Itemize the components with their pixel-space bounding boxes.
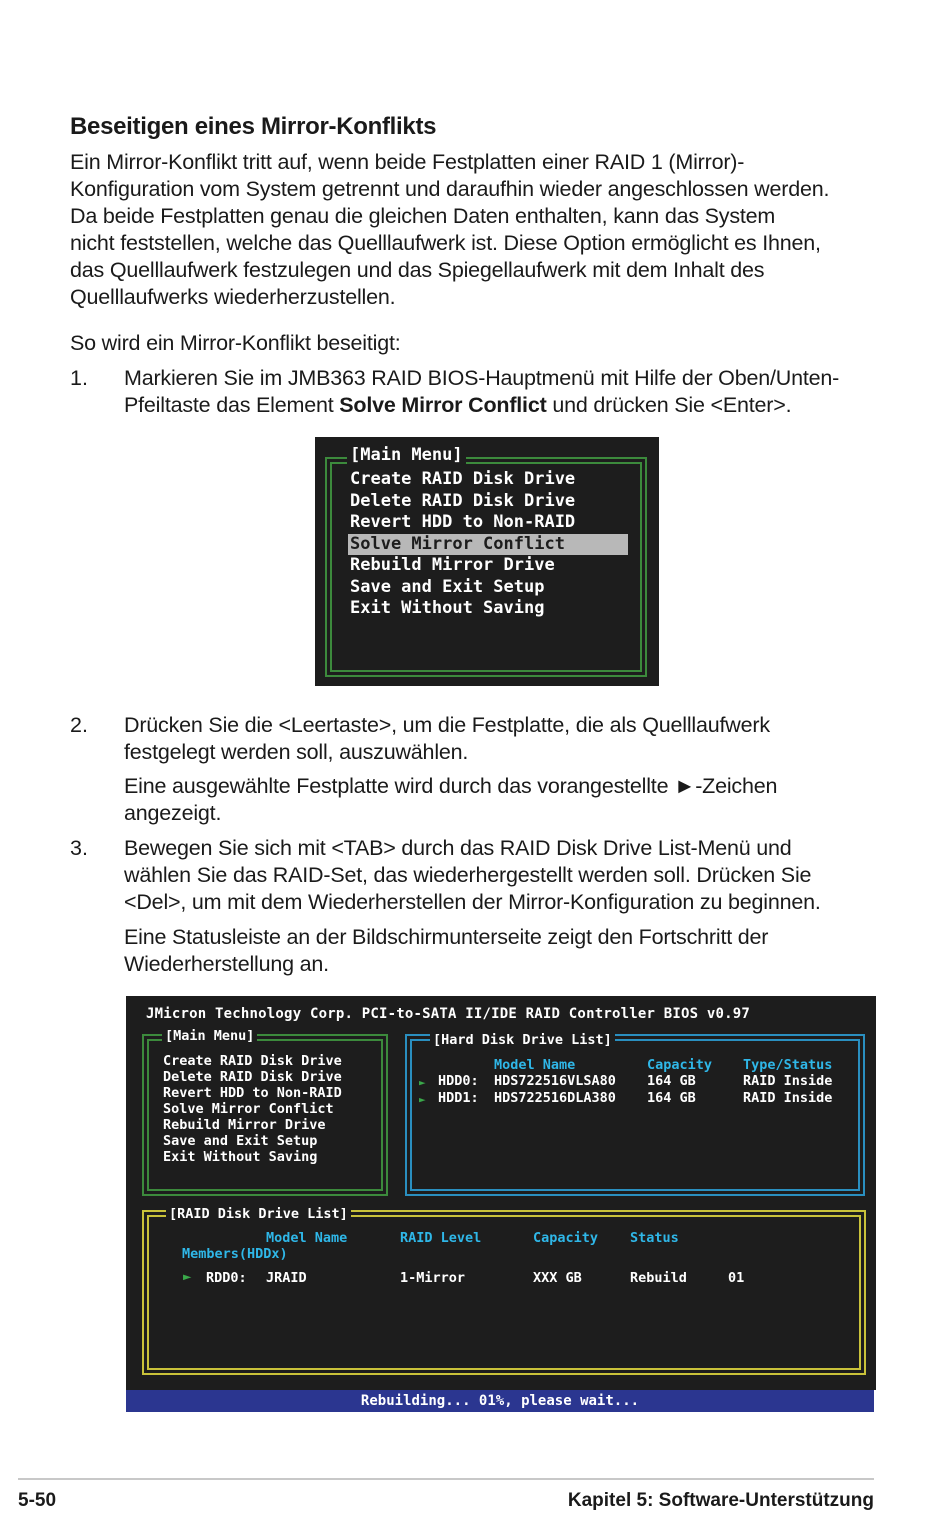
step-number: 1. xyxy=(70,366,88,390)
panel-title: [RAID Disk Drive List] xyxy=(166,1206,351,1222)
disk-status: RAID Inside xyxy=(743,1073,833,1089)
intro-line: Konfiguration vom System getrennt und daraufhin wieder angeschlossen werden. xyxy=(70,177,830,201)
bios-rebuild-screenshot xyxy=(126,996,876,1390)
footer-divider xyxy=(18,1478,874,1480)
intro-line: Quelllaufwerks wiederherzustellen. xyxy=(70,285,396,309)
raid-status: Rebuild xyxy=(630,1270,687,1286)
step-1-text xyxy=(124,365,904,419)
raid-capacity: XXX GB xyxy=(533,1270,582,1286)
step-line xyxy=(124,773,904,800)
status-bar: Rebuilding... 01%, please wait... xyxy=(126,1390,874,1412)
selected-arrow-icon: ► xyxy=(183,1269,192,1285)
disk-model: HDS722516VLSA80 xyxy=(494,1073,616,1089)
raid-level: 1-Mirror xyxy=(400,1270,466,1286)
column-header: Model Name xyxy=(494,1057,576,1073)
step-line: angezeigt. xyxy=(124,801,222,825)
disk-capacity: 164 GB xyxy=(647,1073,696,1089)
menu-item[interactable]: Save and Exit Setup xyxy=(163,1133,318,1149)
bios-header: JMicron Technology Corp. PCI-to-SATA II/IDE RAID Controller BIOS v0.97 xyxy=(146,1006,751,1022)
disk-id[interactable]: HDD0: xyxy=(438,1073,479,1089)
disk-capacity: 164 GB xyxy=(647,1090,696,1106)
frame-border xyxy=(147,1215,861,1370)
disk-model: HDS722516DLA380 xyxy=(494,1090,616,1106)
intro-paragraph xyxy=(70,149,890,311)
menu-item-selected[interactable]: Solve Mirror Conflict xyxy=(348,534,628,555)
intro-line: Ein Mirror-Konflikt tritt auf, wenn beide Festplatten einer RAID 1 (Mirror)- xyxy=(70,150,745,174)
column-header: RAID Level xyxy=(400,1230,482,1246)
arrow-marker-icon: ► xyxy=(674,774,696,798)
menu-item[interactable]: Rebuild Mirror Drive xyxy=(350,555,555,575)
step-line xyxy=(124,392,904,419)
step-line: festgelegt werden soll, auszuwählen. xyxy=(124,740,469,764)
column-header: Status xyxy=(630,1230,679,1246)
step-text: Pfeiltaste das Element xyxy=(124,393,340,417)
intro-line: nicht feststellen, welche das Quelllaufwerk ist. Diese Option ermöglicht es Ihnen, xyxy=(70,231,821,255)
step-line: Wiederherstellung an. xyxy=(124,952,329,976)
step-text: -Zeichen xyxy=(695,774,778,798)
step-text: und drücken Sie <Enter>. xyxy=(546,393,792,417)
step-line: <Del>, um mit dem Wiederherstellen der Mirror-Konfiguration zu beginnen. xyxy=(124,890,821,914)
menu-item[interactable]: Save and Exit Setup xyxy=(350,577,545,597)
raid-members: 01 xyxy=(728,1270,745,1286)
step-2-note xyxy=(124,773,904,827)
step-line: Drücken Sie die <Leertaste>, um die Festplatte, die als Quelllaufwerk xyxy=(124,713,770,737)
menu-item[interactable]: Delete RAID Disk Drive xyxy=(163,1069,342,1085)
menu-title: [Main Menu] xyxy=(347,445,466,465)
step-number: 3. xyxy=(70,836,88,860)
menu-item[interactable]: Exit Without Saving xyxy=(350,598,545,618)
step-line: Markieren Sie im JMB363 RAID BIOS-Hauptmenü mit Hilfe der Oben/Unten- xyxy=(124,366,840,390)
panel-title: [Hard Disk Drive List] xyxy=(430,1032,615,1048)
column-header: Capacity xyxy=(647,1057,713,1073)
intro-line: das Quelllaufwerk festzulegen und das Spiegellaufwerk mit dem Inhalt des xyxy=(70,258,765,282)
column-header: Model Name xyxy=(266,1230,348,1246)
lead-text: So wird ein Mirror-Konflikt beseitigt: xyxy=(70,331,401,355)
menu-item[interactable]: Rebuild Mirror Drive xyxy=(163,1117,326,1133)
intro-line: Da beide Festplatten genau die gleichen Daten enthalten, kann das System xyxy=(70,204,776,228)
disk-status: RAID Inside xyxy=(743,1090,833,1106)
step-line: Eine Statusleiste an der Bildschirmunterseite zeigt den Fortschritt der xyxy=(124,925,769,949)
disk-id[interactable]: HDD1: xyxy=(438,1090,479,1106)
section-heading: Beseitigen eines Mirror-Konflikts xyxy=(70,113,437,140)
menu-item[interactable]: Create RAID Disk Drive xyxy=(350,469,576,489)
menu-item[interactable]: Create RAID Disk Drive xyxy=(163,1053,342,1069)
step-2-text xyxy=(124,712,904,766)
selected-arrow-icon: ► xyxy=(419,1093,426,1106)
raid-id[interactable]: RDD0: xyxy=(206,1270,247,1286)
selected-arrow-icon: ► xyxy=(419,1076,426,1089)
panel-title: [Main Menu] xyxy=(162,1028,257,1044)
step-3-note xyxy=(124,924,904,978)
raid-model: JRAID xyxy=(266,1270,307,1286)
bios-main-menu-screenshot xyxy=(315,437,659,686)
column-header: Members(HDDx) xyxy=(182,1246,288,1262)
menu-item[interactable]: Revert HDD to Non-RAID xyxy=(350,512,576,532)
page-number: 5-50 xyxy=(18,1490,57,1511)
column-header: Capacity xyxy=(533,1230,599,1246)
menu-item[interactable]: Exit Without Saving xyxy=(163,1149,318,1165)
step-line: wählen Sie das RAID-Set, das wiederhergestellt werden soll. Drücken Sie xyxy=(124,863,812,887)
menu-item[interactable]: Delete RAID Disk Drive xyxy=(350,491,576,511)
chapter-title: Kapitel 5: Software-Unterstützung xyxy=(567,1490,874,1511)
step-3-text xyxy=(124,835,904,916)
step-text: Eine ausgewählte Festplatte wird durch das vorangestellte xyxy=(124,774,675,798)
menu-item[interactable]: Revert HDD to Non-RAID xyxy=(163,1085,342,1101)
column-header: Type/Status xyxy=(743,1057,833,1073)
step-line: Bewegen Sie sich mit <TAB> durch das RAID Disk Drive List-Menü und xyxy=(124,836,792,860)
step-number: 2. xyxy=(70,713,88,737)
step-emphasis: Solve Mirror Conflict xyxy=(339,393,547,417)
menu-item[interactable]: Solve Mirror Conflict xyxy=(163,1101,334,1117)
